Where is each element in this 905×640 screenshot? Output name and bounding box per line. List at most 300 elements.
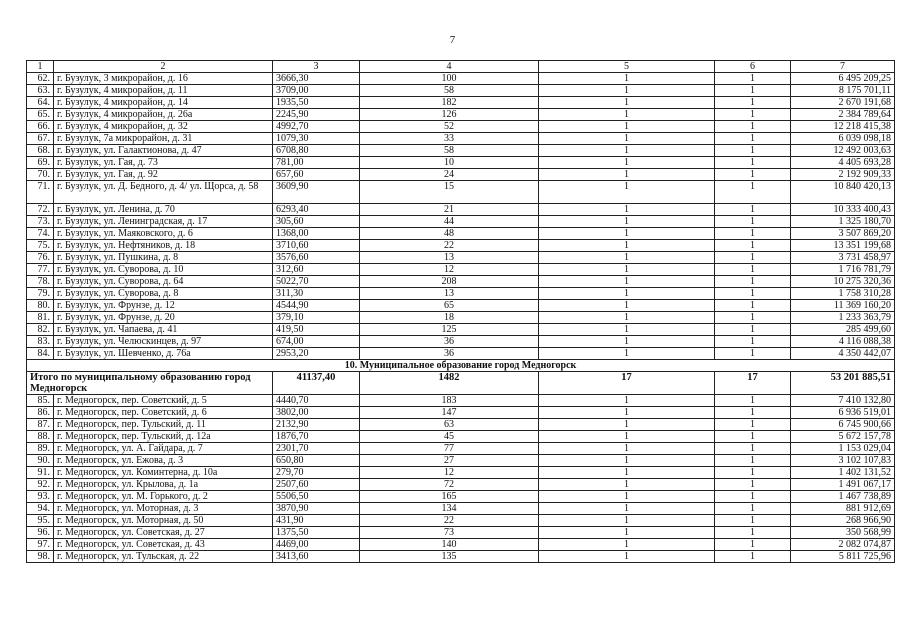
column-header-2: 2 [54,61,273,73]
cell-col5-value: 1 [539,503,715,515]
cell-area: 674,00 [273,336,360,348]
cell-area: 4469,00 [273,539,360,551]
cell-col6-value: 1 [715,491,791,503]
cell-address: г. Медногорск, ул. Ежова, д. 3 [54,455,273,467]
cell-col5-value: 1 [539,133,715,145]
cell-row-number: 82. [27,324,54,336]
cell-address: г. Бузулук, 4 микрорайон, д. 11 [54,85,273,97]
cell-cost: 8 175 701,11 [791,85,895,97]
cell-cost: 10 840 420,13 [791,181,895,204]
cell-cost: 12 218 415,38 [791,121,895,133]
cell-cost: 3 507 869,20 [791,228,895,240]
table-row [27,407,895,419]
cell-col6-value: 1 [715,527,791,539]
cell-col6-value: 1 [715,336,791,348]
cell-area: 650,80 [273,455,360,467]
cell-cost: 3 102 107,83 [791,455,895,467]
cell-residents: 65 [360,300,539,312]
cell-col5-value: 1 [539,300,715,312]
cell-area: 6293,40 [273,204,360,216]
cell-row-number: 71. [27,181,54,204]
table-body-part2 [27,395,895,563]
cell-row-number: 74. [27,228,54,240]
cell-address: г. Медногорск, ул. Тульская, д. 22 [54,551,273,563]
cell-col6-value: 1 [715,419,791,431]
cell-row-number: 67. [27,133,54,145]
cell-row-number: 81. [27,312,54,324]
cell-area: 1935,50 [273,97,360,109]
table-row [27,527,895,539]
cell-col5-value: 1 [539,204,715,216]
cell-col6-value: 1 [715,133,791,145]
cell-address: г. Бузулук, 4 микрорайон, д. 26а [54,109,273,121]
cell-cost: 6 745 900,66 [791,419,895,431]
table-body-part1 [27,73,895,360]
table-row [27,491,895,503]
cell-col5-value: 1 [539,515,715,527]
column-header-3: 3 [273,61,360,73]
cell-col6-value: 1 [715,145,791,157]
cell-row-number: 92. [27,479,54,491]
total-residents: 1482 [360,372,539,395]
cell-col6-value: 1 [715,407,791,419]
cell-col5-value: 1 [539,85,715,97]
cell-area: 2953,20 [273,348,360,360]
cell-col5-value: 1 [539,145,715,157]
table-row [27,539,895,551]
cell-area: 312,60 [273,264,360,276]
table-row [27,157,895,169]
cell-area: 305,60 [273,216,360,228]
cell-row-number: 91. [27,467,54,479]
cell-col6-value: 1 [715,300,791,312]
cell-area: 4440,70 [273,395,360,407]
table-row [27,121,895,133]
cell-residents: 18 [360,312,539,324]
cell-residents: 44 [360,216,539,228]
table-row [27,479,895,491]
cell-col5-value: 1 [539,264,715,276]
column-header-7: 7 [791,61,895,73]
cell-address: г. Медногорск, ул. М. Горького, д. 2 [54,491,273,503]
cell-cost: 10 275 320,36 [791,276,895,288]
column-number-row [27,61,895,73]
cell-col6-value: 1 [715,204,791,216]
table-row [27,395,895,407]
cell-area: 3710,60 [273,240,360,252]
cell-area: 431,90 [273,515,360,527]
cell-col5-value: 1 [539,324,715,336]
cell-address: г. Медногорск, пер. Советский, д. 6 [54,407,273,419]
cell-cost: 1 491 067,17 [791,479,895,491]
total-area: 41137,40 [273,372,360,395]
cell-address: г. Медногорск, пер. Советский, д. 5 [54,395,273,407]
cell-cost: 1 716 781,79 [791,264,895,276]
cell-address: г. Бузулук, ул. Шевченко, д. 76а [54,348,273,360]
cell-address: г. Бузулук, ул. Галактионова, д. 47 [54,145,273,157]
cell-area: 311,30 [273,288,360,300]
cell-cost: 12 492 003,63 [791,145,895,157]
cell-area: 3576,60 [273,252,360,264]
cell-row-number: 72. [27,204,54,216]
cell-address: г. Бузулук, ул. Суворова, д. 8 [54,288,273,300]
cell-area: 3802,00 [273,407,360,419]
column-header-4: 4 [360,61,539,73]
cell-area: 2507,60 [273,479,360,491]
cell-residents: 13 [360,252,539,264]
cell-residents: 140 [360,539,539,551]
cell-address: г. Медногорск, пер. Тульский, д. 11 [54,419,273,431]
column-header-6: 6 [715,61,791,73]
cell-col5-value: 1 [539,97,715,109]
total-row [27,372,895,395]
cell-col6-value: 1 [715,276,791,288]
cell-address: г. Бузулук, ул. Чапаева, д. 41 [54,324,273,336]
cell-row-number: 69. [27,157,54,169]
cell-row-number: 75. [27,240,54,252]
cell-col6-value: 1 [715,121,791,133]
cell-area: 1368,00 [273,228,360,240]
cell-residents: 58 [360,145,539,157]
cell-residents: 100 [360,73,539,85]
cell-residents: 36 [360,348,539,360]
cell-col5-value: 1 [539,419,715,431]
cell-col6-value: 1 [715,467,791,479]
cell-address: г. Бузулук, ул. Маяковского, д. 6 [54,228,273,240]
cell-cost: 10 333 400,43 [791,204,895,216]
cell-area: 1876,70 [273,431,360,443]
cell-col6-value: 1 [715,348,791,360]
cell-residents: 134 [360,503,539,515]
cell-address: г. Бузулук, ул. Д. Бедного, д. 4/ ул. Щорса, д. 58 [54,181,273,204]
data-table [26,60,895,563]
table-row [27,216,895,228]
cell-col5-value: 1 [539,467,715,479]
cell-row-number: 68. [27,145,54,157]
table-row [27,515,895,527]
table-row [27,181,895,204]
cell-area: 3609,90 [273,181,360,204]
table-row [27,551,895,563]
cell-row-number: 66. [27,121,54,133]
cell-residents: 77 [360,443,539,455]
cell-col6-value: 1 [715,503,791,515]
total-cost: 53 201 885,51 [791,372,895,395]
cell-area: 379,10 [273,312,360,324]
total-col5: 17 [539,372,715,395]
table-row [27,228,895,240]
table-row [27,264,895,276]
cell-col6-value: 1 [715,109,791,121]
cell-col5-value: 1 [539,109,715,121]
cell-residents: 72 [360,479,539,491]
column-header-1: 1 [27,61,54,73]
cell-col6-value: 1 [715,443,791,455]
cell-col6-value: 1 [715,312,791,324]
cell-residents: 58 [360,85,539,97]
cell-cost: 1 467 738,89 [791,491,895,503]
cell-cost: 1 402 131,52 [791,467,895,479]
section-header-row [27,360,895,372]
cell-row-number: 86. [27,407,54,419]
table-row [27,503,895,515]
cell-area: 2301,70 [273,443,360,455]
cell-residents: 135 [360,551,539,563]
cell-cost: 6 495 209,25 [791,73,895,85]
cell-residents: 165 [360,491,539,503]
cell-cost: 2 082 074,87 [791,539,895,551]
cell-col6-value: 1 [715,240,791,252]
table-row [27,455,895,467]
cell-area: 657,60 [273,169,360,181]
cell-row-number: 76. [27,252,54,264]
cell-address: г. Бузулук, ул. Суворова, д. 64 [54,276,273,288]
cell-area: 3666,30 [273,73,360,85]
column-header-5: 5 [539,61,715,73]
cell-area: 4992,70 [273,121,360,133]
cell-address: г. Медногорск, ул. Моторная, д. 3 [54,503,273,515]
cell-row-number: 96. [27,527,54,539]
table-row [27,419,895,431]
cell-row-number: 79. [27,288,54,300]
cell-col5-value: 1 [539,288,715,300]
cell-area: 6708,80 [273,145,360,157]
cell-row-number: 78. [27,276,54,288]
cell-address: г. Бузулук, ул. Фрунзе, д. 12 [54,300,273,312]
cell-address: г. Бузулук, 3 микрорайон, д. 16 [54,73,273,85]
cell-cost: 285 499,60 [791,324,895,336]
cell-col5-value: 1 [539,228,715,240]
cell-residents: 33 [360,133,539,145]
cell-cost: 6 936 519,01 [791,407,895,419]
cell-row-number: 93. [27,491,54,503]
table-row [27,109,895,121]
cell-col6-value: 1 [715,73,791,85]
cell-col5-value: 1 [539,348,715,360]
cell-row-number: 62. [27,73,54,85]
cell-residents: 73 [360,527,539,539]
cell-cost: 11 369 160,20 [791,300,895,312]
cell-area: 2245,90 [273,109,360,121]
cell-col5-value: 1 [539,455,715,467]
cell-area: 5506,50 [273,491,360,503]
cell-residents: 10 [360,157,539,169]
cell-col5-value: 1 [539,240,715,252]
cell-cost: 1 153 029,04 [791,443,895,455]
cell-address: г. Бузулук, ул. Челюскинцев, д. 97 [54,336,273,348]
table-row [27,276,895,288]
cell-residents: 182 [360,97,539,109]
cell-residents: 126 [360,109,539,121]
cell-row-number: 83. [27,336,54,348]
cell-residents: 22 [360,240,539,252]
cell-row-number: 85. [27,395,54,407]
cell-col6-value: 1 [715,264,791,276]
cell-residents: 147 [360,407,539,419]
cell-col5-value: 1 [539,169,715,181]
cell-col5-value: 1 [539,431,715,443]
cell-area: 3709,00 [273,85,360,97]
cell-row-number: 89. [27,443,54,455]
cell-cost: 268 966,90 [791,515,895,527]
cell-residents: 13 [360,288,539,300]
cell-address: г. Медногорск, пер. Тульский, д. 12а [54,431,273,443]
cell-col5-value: 1 [539,216,715,228]
table-row [27,240,895,252]
cell-address: г. Медногорск, ул. Моторная, д. 50 [54,515,273,527]
cell-row-number: 65. [27,109,54,121]
cell-col5-value: 1 [539,336,715,348]
cell-residents: 24 [360,169,539,181]
cell-address: г. Бузулук, ул. Пушкина, д. 8 [54,252,273,264]
section-title: 10. Муниципальное образование город Медногорск [27,360,895,372]
cell-col6-value: 1 [715,551,791,563]
cell-col5-value: 1 [539,312,715,324]
cell-col5-value: 1 [539,491,715,503]
cell-residents: 36 [360,336,539,348]
cell-cost: 4 350 442,07 [791,348,895,360]
cell-cost: 881 912,69 [791,503,895,515]
table-row [27,204,895,216]
cell-row-number: 80. [27,300,54,312]
cell-address: г. Бузулук, ул. Суворова, д. 10 [54,264,273,276]
cell-address: г. Бузулук, ул. Нефтяников, д. 18 [54,240,273,252]
cell-address: г. Бузулук, 7а микрорайон, д. 31 [54,133,273,145]
cell-cost: 6 039 098,18 [791,133,895,145]
total-col6: 17 [715,372,791,395]
cell-col6-value: 1 [715,228,791,240]
cell-row-number: 90. [27,455,54,467]
cell-col6-value: 1 [715,85,791,97]
cell-row-number: 98. [27,551,54,563]
cell-col5-value: 1 [539,276,715,288]
cell-residents: 21 [360,204,539,216]
cell-cost: 2 192 909,33 [791,169,895,181]
cell-col5-value: 1 [539,407,715,419]
cell-address: г. Медногорск, ул. Советская, д. 27 [54,527,273,539]
cell-residents: 27 [360,455,539,467]
cell-col5-value: 1 [539,181,715,204]
cell-col6-value: 1 [715,288,791,300]
table-row [27,324,895,336]
cell-address: г. Медногорск, ул. Крылова, д. 1а [54,479,273,491]
cell-residents: 12 [360,467,539,479]
cell-residents: 52 [360,121,539,133]
cell-cost: 1 758 310,28 [791,288,895,300]
cell-area: 279,70 [273,467,360,479]
total-label: Итого по муниципальному образованию город Медногорск [27,372,273,395]
cell-cost: 1 325 180,70 [791,216,895,228]
cell-residents: 183 [360,395,539,407]
cell-area: 2132,90 [273,419,360,431]
cell-row-number: 87. [27,419,54,431]
table-row [27,348,895,360]
cell-residents: 45 [360,431,539,443]
cell-address: г. Медногорск, ул. Коминтерна, д. 10а [54,467,273,479]
cell-col5-value: 1 [539,395,715,407]
table-row [27,288,895,300]
cell-residents: 208 [360,276,539,288]
cell-col5-value: 1 [539,479,715,491]
table-row [27,169,895,181]
cell-residents: 125 [360,324,539,336]
cell-residents: 12 [360,264,539,276]
cell-col5-value: 1 [539,539,715,551]
cell-address: г. Медногорск, ул. Советская, д. 43 [54,539,273,551]
table-row [27,312,895,324]
cell-col6-value: 1 [715,395,791,407]
cell-cost: 3 731 458,97 [791,252,895,264]
cell-row-number: 64. [27,97,54,109]
cell-cost: 13 351 199,68 [791,240,895,252]
table-row [27,431,895,443]
cell-address: г. Бузулук, 4 микрорайон, д. 14 [54,97,273,109]
cell-address: г. Медногорск, ул. А. Гайдара, д. 7 [54,443,273,455]
cell-area: 4544,90 [273,300,360,312]
cell-cost: 7 410 132,80 [791,395,895,407]
cell-col6-value: 1 [715,539,791,551]
cell-address: г. Бузулук, ул. Ленинградская, д. 17 [54,216,273,228]
cell-col5-value: 1 [539,527,715,539]
cell-col6-value: 1 [715,181,791,204]
table-row [27,443,895,455]
cell-cost: 1 233 363,79 [791,312,895,324]
cell-col6-value: 1 [715,431,791,443]
table-row [27,336,895,348]
cell-col6-value: 1 [715,169,791,181]
table-row [27,97,895,109]
cell-residents: 48 [360,228,539,240]
cell-area: 3870,90 [273,503,360,515]
cell-area: 781,00 [273,157,360,169]
cell-residents: 15 [360,181,539,204]
cell-row-number: 70. [27,169,54,181]
table-row [27,133,895,145]
cell-col6-value: 1 [715,324,791,336]
table-row [27,85,895,97]
cell-residents: 63 [360,419,539,431]
table-row [27,300,895,312]
table-row [27,467,895,479]
cell-address: г. Бузулук, 4 микрорайон, д. 32 [54,121,273,133]
cell-address: г. Бузулук, ул. Ленина, д. 70 [54,204,273,216]
table-row [27,145,895,157]
cell-row-number: 94. [27,503,54,515]
cell-col5-value: 1 [539,551,715,563]
cell-cost: 4 116 088,38 [791,336,895,348]
cell-cost: 2 384 789,64 [791,109,895,121]
cell-residents: 22 [360,515,539,527]
page-number: 7 [449,34,456,46]
table-row [27,252,895,264]
cell-col6-value: 1 [715,515,791,527]
cell-row-number: 95. [27,515,54,527]
cell-col5-value: 1 [539,73,715,85]
cell-area: 1375,50 [273,527,360,539]
cell-address: г. Бузулук, ул. Фрунзе, д. 20 [54,312,273,324]
cell-col6-value: 1 [715,252,791,264]
cell-cost: 5 672 157,78 [791,431,895,443]
cell-address: г. Бузулук, ул. Гая, д. 92 [54,169,273,181]
cell-col5-value: 1 [539,157,715,169]
cell-cost: 5 811 725,96 [791,551,895,563]
table-row [27,73,895,85]
cell-row-number: 84. [27,348,54,360]
cell-area: 3413,60 [273,551,360,563]
cell-col6-value: 1 [715,479,791,491]
cell-row-number: 77. [27,264,54,276]
cell-col5-value: 1 [539,121,715,133]
